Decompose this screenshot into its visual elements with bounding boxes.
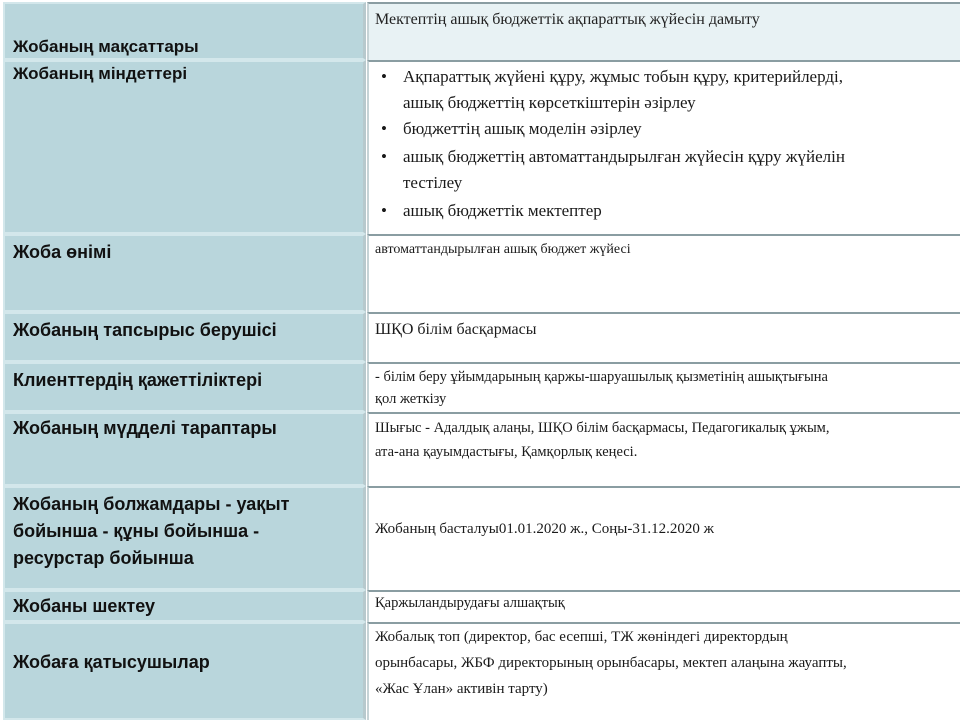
table-row	[0, 60, 960, 234]
table-row	[0, 312, 960, 362]
row-label-cell	[3, 362, 366, 412]
table-row	[0, 486, 960, 590]
row-value-line: «Жас Ұлан» активін тарту)	[375, 681, 548, 697]
row-value-cell	[367, 486, 960, 590]
table-row	[0, 622, 960, 720]
row-value-line: қол жеткізу	[375, 391, 447, 407]
row-value-line: ата-ана қауымдастығы, Қамқорлық кеңесі.	[375, 444, 638, 460]
row-label-cell	[3, 312, 366, 362]
bullet-icon: •	[381, 147, 387, 166]
row-value-cell	[367, 2, 960, 60]
list-item	[375, 116, 960, 142]
list-item-text: бюджеттің ашық моделін әзірлеу	[403, 119, 642, 138]
row-value: Шығыс - Адалдық алаңы, ШҚО білім басқармасы, Педагогикалық ұжым,	[375, 420, 830, 436]
row-value: - білім беру ұйымдарының қаржы-шаруашылық қызметінің ашықтығына	[375, 369, 828, 385]
row-value: Жобалық топ (директор, бас есепші, ТЖ жөніндегі директордың	[375, 629, 788, 645]
row-value-cell	[367, 234, 960, 312]
row-value: автоматтандырылған ашық бюджет жүйесі	[375, 242, 631, 257]
bullet-icon: •	[381, 119, 387, 138]
table-row	[0, 2, 960, 60]
row-value-cell	[367, 60, 960, 234]
table-row	[0, 590, 960, 622]
row-label-cell	[3, 622, 366, 720]
row-label-line: бойынша - құны бойынша -	[13, 521, 260, 541]
row-label-line: ресурстар бойынша	[13, 548, 194, 568]
row-label: Жобаға қатысушылар	[13, 652, 210, 672]
row-label: Жобаның міндеттері	[13, 64, 188, 83]
list-item-text: Ақпараттық жүйені құру, жұмыс тобын құру, критерийлерді,	[403, 67, 843, 86]
row-value: Қаржыландырудағы алшақтық	[375, 595, 565, 611]
table-row	[0, 412, 960, 486]
list-item	[375, 198, 960, 224]
row-value: ШҚО білім басқармасы	[375, 321, 537, 338]
table-row	[0, 362, 960, 412]
row-label-cell	[3, 486, 366, 590]
row-label: Жобаның мақсаттары	[13, 37, 199, 56]
row-label: Клиенттердің қажеттіліктері	[13, 370, 263, 390]
list-item-text: ашық бюджеттік мектептер	[403, 201, 602, 220]
row-value-cell	[367, 362, 960, 412]
row-label-cell	[3, 234, 366, 312]
row-label: Жоба өнімі	[13, 242, 112, 262]
row-label-cell	[3, 60, 366, 234]
row-value-cell	[367, 412, 960, 486]
row-label-cell	[3, 2, 366, 60]
bullet-icon: •	[381, 67, 387, 86]
row-label: Жобаның тапсырыс берушісі	[13, 320, 277, 340]
list-item	[375, 64, 960, 90]
row-label: Жобаның болжамдары - уақыт	[13, 494, 290, 514]
row-label-cell	[3, 590, 366, 622]
table-row	[0, 234, 960, 312]
row-value-cell	[367, 312, 960, 362]
row-label: Жобаны шектеу	[13, 596, 156, 616]
list-item-text: ашық бюджеттің автоматтандырылған жүйесін құру жүйелін	[403, 147, 845, 166]
row-label-cell	[3, 412, 366, 486]
list-item-continuation: тестілеу	[403, 173, 463, 192]
row-value-cell	[367, 590, 960, 622]
row-value: Мектептің ашық бюджеттік ақпараттық жүйесін дамыту	[375, 11, 760, 28]
list-item-continuation: ашық бюджеттің көрсеткіштерін әзірлеу	[403, 93, 696, 112]
row-value-line: орынбасары, ЖБФ директорының орынбасары, мектеп алаңына жауапты,	[375, 655, 847, 671]
list-item	[375, 144, 960, 170]
bullet-icon: •	[381, 201, 387, 220]
row-value-cell	[367, 622, 960, 720]
row-value: Жобаның басталуы01.01.2020 ж., Соңы-31.12.2020 ж	[375, 521, 714, 537]
row-label: Жобаның мүдделі тараптары	[13, 418, 277, 438]
